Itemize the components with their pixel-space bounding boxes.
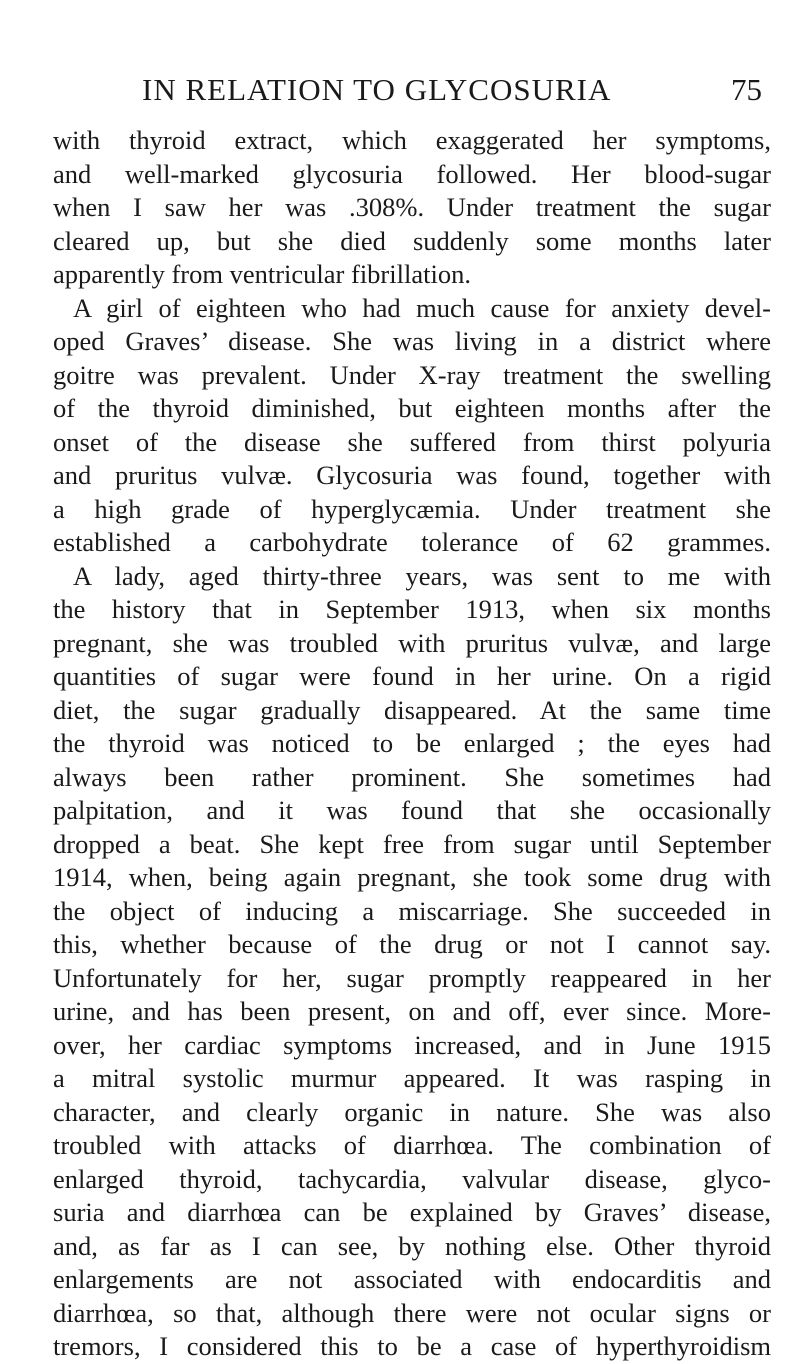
text-line: always been rather prominent. She sometimes had <box>53 761 771 792</box>
text-line: enlargements are not associated with endocarditis and <box>53 1264 771 1294</box>
text-line: suria and diarrhœa can be explained by Graves’ disease, <box>53 1197 771 1227</box>
text-line: of the thyroid diminished, but eighteen months after the <box>53 393 771 423</box>
text-line: goitre was prevalent. Under X-ray treatment the swelling <box>53 359 771 390</box>
text-line: the thyroid was noticed to be enlarged ; the eyes had <box>53 728 771 758</box>
text-line: and well-marked glycosuria followed. Her blood-sugar <box>53 158 771 189</box>
text-line: quantities of sugar were found in her urine. On a rigid <box>53 661 771 691</box>
text-line: diet, the sugar gradually disappeared. At the same time <box>53 694 771 725</box>
text-line: established a carbohydrate tolerance of 62 grammes. <box>53 527 771 557</box>
text-line: diarrhœa, so that, although there were not ocular signs or <box>53 1297 771 1328</box>
text-line: tremors, I considered this to be a case of hyperthyroidism <box>53 1331 771 1361</box>
text-line: and pruritus vulvæ. Glycosuria was found, together with <box>53 460 771 490</box>
text-line: a high grade of hyperglycæmia. Under treatment she <box>53 493 771 524</box>
text-line: oped Graves’ disease. She was living in a district where <box>53 326 771 356</box>
body-text <box>53 124 771 1364</box>
running-title: IN RELATION TO GLYCOSURIA <box>142 72 612 107</box>
text-line: pregnant, she was troubled with pruritus vulvæ, and large <box>53 627 771 658</box>
text-line: apparently from ventricular fibrillation. <box>53 259 471 289</box>
text-line: this, whether because of the drug or not I cannot say. <box>53 929 771 959</box>
text-line: Unfortunately for her, sugar promptly reappeared in her <box>53 962 771 993</box>
running-head <box>142 72 762 110</box>
text-line: troubled with attacks of diarrhœa. The combination of <box>53 1130 771 1160</box>
text-line: with thyroid extract, which exaggerated her symptoms, <box>53 125 771 155</box>
text-line: when I saw her was .308%. Under treatment the sugar <box>53 192 771 222</box>
text-line: the object of inducing a miscarriage. She succeeded in <box>53 895 771 926</box>
text-line: and, as far as I can see, by nothing else. Other thyroid <box>53 1230 771 1261</box>
text-line: character, and clearly organic in nature. She was also <box>53 1096 771 1127</box>
text-line: the history that in September 1913, when six months <box>53 594 771 624</box>
text-line: A lady, aged thirty-three years, was sent to me with <box>73 560 771 591</box>
page-number: 75 <box>731 72 762 107</box>
text-line: 1914, when, being again pregnant, she took some drug with <box>53 862 771 892</box>
text-line: cleared up, but she died suddenly some months later <box>53 225 771 256</box>
text-line: onset of the disease she suffered from thirst polyuria <box>53 426 771 457</box>
text-line: over, her cardiac symptoms increased, and in June 1915 <box>53 1029 771 1060</box>
text-line: dropped a beat. She kept free from sugar until September <box>53 828 771 859</box>
text-line: A girl of eighteen who had much cause for anxiety devel- <box>73 292 771 323</box>
text-line: enlarged thyroid, tachycardia, valvular disease, glyco- <box>53 1163 771 1194</box>
text-line: palpitation, and it was found that she occasionally <box>53 795 771 825</box>
text-line: a mitral systolic murmur appeared. It was rasping in <box>53 1063 771 1093</box>
text-line: urine, and has been present, on and off, ever since. More- <box>53 996 771 1026</box>
